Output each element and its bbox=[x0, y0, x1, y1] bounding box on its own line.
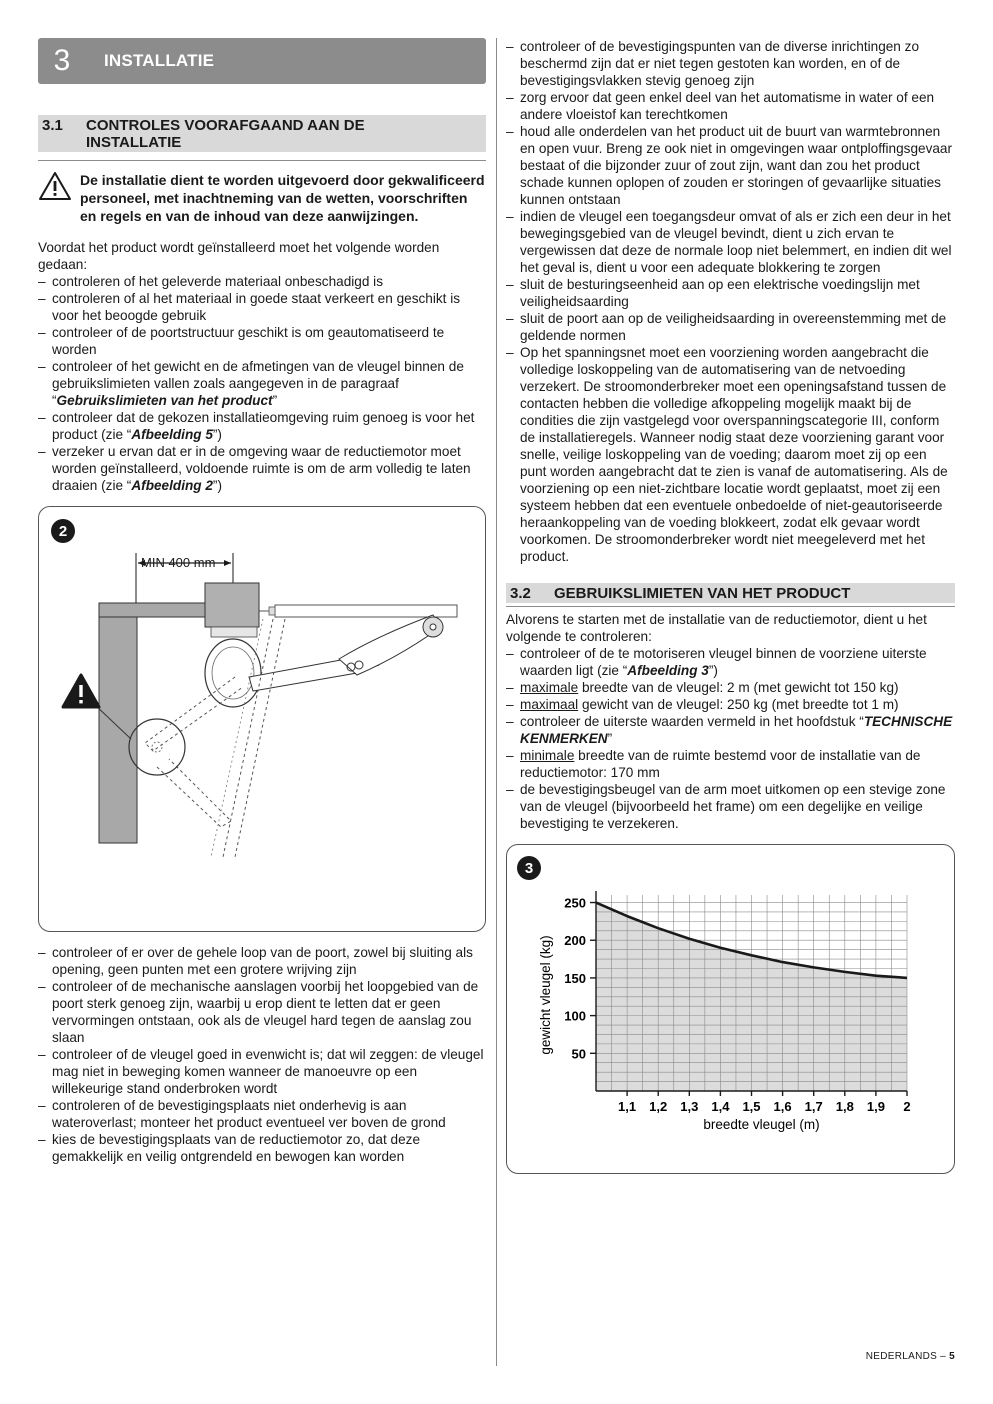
section-number: 3.2 bbox=[510, 585, 531, 602]
checklist-b bbox=[38, 944, 486, 1165]
warning-block bbox=[38, 171, 486, 225]
list-item: – zorg ervoor dat geen enkel deel van het automatisme in water of een andere vloeistof kan terechtkomen bbox=[506, 89, 955, 123]
x-tick-label: 1,7 bbox=[804, 1099, 823, 1114]
chapter-header bbox=[38, 38, 486, 84]
left-column bbox=[38, 38, 486, 1165]
checklist-limits bbox=[506, 645, 955, 832]
list-item: – houd alle onderdelen van het product uit de buurt van warmtebronnen en open vuur. Breng ze ook niet in omgevingen waar ontploffingsgevaar bestaat of die bijzonder zuur of zout zijn, want dan zou het product schade kunnen oplopen of zouden er storingen of gevaarlijke situaties kunnen ontstaan bbox=[506, 123, 955, 208]
warning-text: De installatie dient te worden uitgevoerd door gekwalificeerd personeel, met inachtneming van de wetten, voorschriften en regels en van de inhoud van deze aanwijzingen. bbox=[80, 172, 485, 224]
x-tick-label: 2 bbox=[903, 1099, 911, 1114]
list-item: – controleren of al het materiaal in goede staat verkeert en geschikt is voor het beoogde gebruik bbox=[38, 290, 486, 324]
list-item: – controleer of de bevestigingspunten van de diverse inrichtingen zo beschermd zijn dat er niet tegen gestoten kan worden, en of de bevestigingsvlakken stevig genoeg zijn bbox=[506, 38, 955, 89]
figure-badge: 2 bbox=[51, 519, 75, 543]
checklist-a-refs bbox=[38, 358, 486, 494]
list-item: – sluit de poort aan op de veiligheidsaarding in overeenstemming met de geldende normen bbox=[506, 310, 955, 344]
list-item: – sluit de besturingseenheid aan op een elektrische voedingslijn met veiligheidsaarding bbox=[506, 276, 955, 310]
x-axis-label: breedte vleugel (m) bbox=[703, 1117, 820, 1132]
weight-width-chart bbox=[507, 845, 954, 1171]
y-tick-label: 100 bbox=[564, 1008, 586, 1024]
y-axis-label: gewicht vleugel (kg) bbox=[538, 935, 553, 1055]
figure-2 bbox=[38, 506, 486, 932]
section-title: GEBRUIKSLIMIETEN VAN HET PRODUCT bbox=[554, 585, 851, 602]
list-item: – controleer of de vleugel goed in evenwicht is; dat wil zeggen: de vleugel mag niet in beweging komen wanneer de manoeuvre op een willekeurige stand onderbroken wordt bbox=[38, 1046, 486, 1097]
list-item: – controleer of de poortstructuur geschikt is om geautomatiseerd te worden bbox=[38, 324, 486, 358]
y-tick-label: 200 bbox=[564, 933, 586, 949]
figure-3 bbox=[506, 844, 955, 1174]
list-item: – indien de vleugel een toegangsdeur omvat of als er zich een deur in het bewegingsgebied van de vleugel bevindt, dient u zich ervan te vergewissen dat deze de normale loop niet belemmert, en indien dit wel het geval is, dient u voor een adequate blokkering te zorgen bbox=[506, 208, 955, 276]
list-item: – Op het spanningsnet moet een voorziening worden aangebracht die volledige loskoppeling van de automatisering van de netvoeding verzekert. De stroomonderbreker moet een openingsafstand tussen de contacten hebben die volledige afkoppeling mogelijk maakt bij de condities die zijn vastgelegd voor overspanningscategorie III, conform de installatieregels. Wanneer nodig staat deze voorziening garant voor snelle, veilige loskoppeling van de voeding; daarom moet zij op een punt worden aangebracht dat te zien is vanaf de automatisering. Als de voorziening op een niet-zichtbare locatie wordt geplaatst, moet zij een systeem hebben dat een eventuele onbedoelde of niet-geautoriseerde heraankoppeling van de voeding blokkeert, zodat elk gevaar wordt voorkomen. De stroomonderbreker wordt niet meegeleverd met het product. bbox=[506, 344, 955, 565]
intro-paragraph: Voordat het product wordt geïnstalleerd moet het volgende worden gedaan: bbox=[38, 240, 440, 272]
checklist-right bbox=[506, 38, 955, 565]
x-tick-label: 1,4 bbox=[711, 1099, 730, 1114]
x-tick-label: 1,2 bbox=[649, 1099, 668, 1114]
x-tick-label: 1,8 bbox=[835, 1099, 854, 1114]
list-item: – controleren of de bevestigingsplaats niet onderhevig is aan wateroverlast; monteer het product eventueel ver boven de grond bbox=[38, 1097, 486, 1131]
chapter-title: INSTALLATIE bbox=[104, 51, 215, 70]
footer-language: NEDERLANDS – bbox=[865, 1351, 950, 1362]
x-tick-label: 1,5 bbox=[742, 1099, 761, 1114]
list-item: – minimale breedte van de ruimte bestemd voor de installatie van de reductiemotor: 170 mm bbox=[506, 747, 955, 781]
list-item: – verzeker u ervan dat er in de omgeving waar de reductiemotor moet worden geïnstalleerd, voldoende ruimte is om de arm volledig te laten draaien (zie “Afbeelding 2”) bbox=[38, 443, 486, 494]
list-item: – controleer of er over de gehele loop van de poort, zowel bij sluiting als opening, geen punten met een grotere wrijving zijn bbox=[38, 944, 486, 978]
x-tick-label: 1,6 bbox=[773, 1099, 792, 1114]
warning-icon bbox=[38, 171, 74, 203]
right-column bbox=[506, 38, 955, 1174]
page-footer bbox=[866, 1351, 955, 1362]
list-item: – kies de bevestigingsplaats van de reductiemotor zo, dat deze gemakkelijk en veilig ontgrendeld en bewogen kan worden bbox=[38, 1131, 486, 1165]
list-item: – controleren of het geleverde materiaal onbeschadigd is bbox=[38, 273, 486, 290]
y-tick-label: 50 bbox=[571, 1046, 586, 1062]
section-rule bbox=[38, 160, 486, 161]
y-tick-label: 250 bbox=[564, 895, 586, 911]
y-tick-label: 150 bbox=[564, 970, 586, 986]
list-item: – controleer of de te motoriseren vleugel binnen de voorziene uiterste waarden ligt (zie “Afbeelding 3”) bbox=[506, 645, 955, 679]
section-3-1-heading bbox=[38, 115, 486, 152]
intro-paragraph: Alvorens te starten met de installatie van de reductiemotor, dient u het volgende te controleren: bbox=[506, 612, 927, 644]
chapter-number: 3 bbox=[53, 44, 71, 77]
section-title: CONTROLES VOORAFGAAND AAN DE INSTALLATIE bbox=[86, 117, 365, 151]
list-item: – maximale breedte van de vleugel: 2 m (met gewicht tot 150 kg) bbox=[506, 679, 955, 696]
figure-badge: 3 bbox=[517, 856, 541, 880]
list-item: – controleer dat de gekozen installatieomgeving ruim genoeg is voor het product (zie “Afbeelding 5”) bbox=[38, 409, 486, 443]
section-3-2-heading bbox=[506, 583, 955, 603]
checklist-a bbox=[38, 273, 486, 358]
list-item: – controleer of het gewicht en de afmetingen van de vleugel binnen de gebruikslimieten vallen zoals aangegeven in de paragraaf “Gebruikslimieten van het product” bbox=[38, 358, 486, 409]
section-number: 3.1 bbox=[42, 117, 63, 134]
installation-diagram bbox=[39, 507, 485, 929]
section-rule bbox=[506, 606, 955, 607]
x-tick-label: 1,9 bbox=[866, 1099, 885, 1114]
min-distance-label: MIN 400 mm bbox=[141, 555, 216, 570]
list-item: – controleer de uiterste waarden vermeld in het hoofdstuk “TECHNISCHE KENMERKEN” bbox=[506, 713, 955, 747]
x-tick-label: 1,3 bbox=[680, 1099, 699, 1114]
x-tick-label: 1,1 bbox=[618, 1099, 637, 1114]
list-item: – de bevestigingsbeugel van de arm moet uitkomen op een stevige zone van de vleugel (bijvoorbeeld het frame) om een degelijke en veilige bevestiging te verzekeren. bbox=[506, 781, 955, 832]
list-item: – controleer of de mechanische aanslagen voorbij het loopgebied van de poort sterk genoeg zijn, waarbij u erop dient te letten dat er geen vervormingen ontstaan, ook als de vleugel hard tegen de aanslag zou slaan bbox=[38, 978, 486, 1046]
column-divider bbox=[496, 38, 497, 1366]
page-number: 5 bbox=[949, 1351, 955, 1362]
list-item: – maximaal gewicht van de vleugel: 250 kg (met breedte tot 1 m) bbox=[506, 696, 955, 713]
